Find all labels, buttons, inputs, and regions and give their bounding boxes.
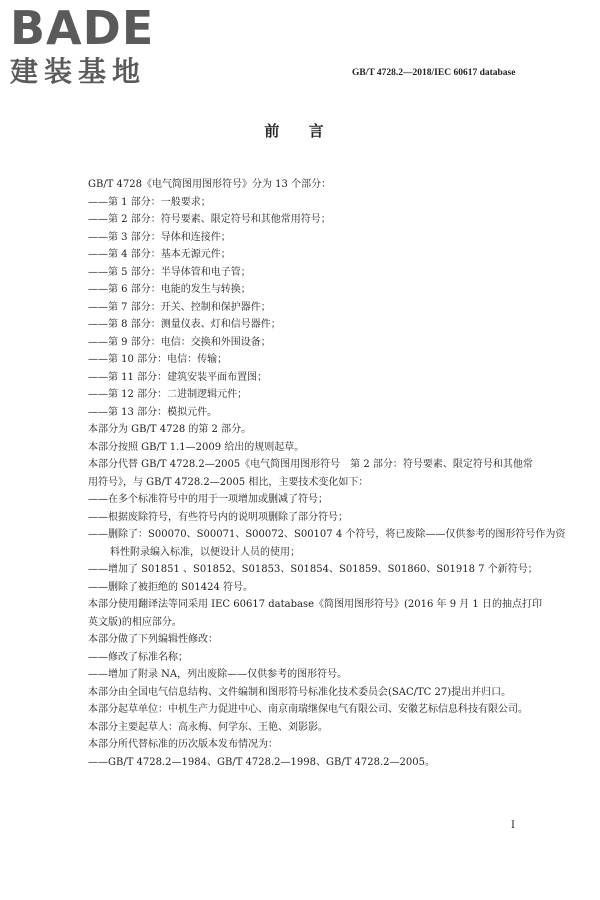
list-item: ——在多个标准符号中的用于一项增加或删减了符号； [88,494,328,505]
list-item: ——第 2 部分：符号要素、限定符号和其他常用符号； [88,214,331,225]
list-item: ——增加了 S01851 、S01852、S01853、S01854、S01859、S01860、S01918 7 个新符号； [88,564,538,575]
standard-code-header: GB/T 4728.2—2018/IEC 60617 database [352,68,516,78]
list-item: ——GB/T 4728.2—1984、GB/T 4728.2—1998、GB/T 4728.2—2005。 [88,756,435,768]
paragraph-line: 本部分由全国电气信息结构、文件编制和图形符号标准化技术委员会(SAC/TC 27)提出并归口。 [88,686,512,698]
bade-logo [10,1,180,88]
logo-latin-text: BADE [10,1,155,55]
list-item: ——第 6 部分：电能的发生与转换； [88,284,251,295]
list-item: ——第 9 部分：电信：交换和外围设备； [88,336,271,348]
list-item: ——第 11 部分：建筑安装平面布置图； [88,371,268,383]
paragraph-line: 本部分做了下列编辑性修改： [88,634,218,645]
list-item: ——删除了：S00070、S00071、S00072、S00107 4 个符号，将已废除——仅供参考的图形符号作为资 [88,529,566,540]
list-item: ——第 8 部分：测量仪表、灯和信号器件； [88,319,281,330]
paragraph-line: 本部分代替 GB/T 4728.2—2005《电气简图用图形符号 第 2 部分：符号要素、限定符号和其他常 [88,459,533,470]
list-item: ——第 5 部分：半导体管和电子管； [88,266,251,278]
paragraph-line: 本部分所代替标准的历次版本发布情况为： [88,739,278,750]
paragraph-continuation: 用符号》，与 GB/T 4728.2—2005 相比，主要技术变化如下： [88,476,369,488]
foreword-body [88,176,566,771]
list-item: ——根据废除符号，有些符号内的说明项删除了部分符号； [88,511,348,523]
list-item: ——第 1 部分：一般要求； [88,196,211,208]
paragraph-line: 本部分按照 GB/T 1.1—2009 给出的规则起草。 [88,441,305,453]
list-item: ——第 12 部分：二进制逻辑元件； [88,389,248,400]
list-item: ——第 4 部分：基本无源元件； [88,249,231,260]
page-title: 前 言 [264,122,336,140]
page-number: I [511,820,515,831]
list-item: ——删除了被拒绝的 S01424 符号。 [88,581,254,593]
paragraph-line: GB/T 4728《电气简图用图形符号》分为 13 个部分： [88,179,332,190]
paragraph-line: 本部分使用翻译法等同采用 IEC 60617 database《简图用图形符号》(2016 年 9 月 1 日的抽点打印 [88,599,542,610]
logo-chinese-text: 建装基地 [10,55,147,88]
list-item: ——第 13 部分：模拟元件。 [88,406,218,418]
list-item-continuation: 料性附录编入标准，以便设计人员的使用； [110,546,300,558]
list-item: ——第 7 部分：开关、控制和保护器件； [88,301,271,313]
list-item: ——修改了标准名称； [88,651,188,663]
paragraph-line: 本部分主要起草人：高永梅、何学东、王艳、刘影影。 [88,721,328,733]
list-item: ——增加了附录 NA，列出废除——仅供参考的图形符号。 [88,669,348,680]
paragraph-line: 本部分起草单位：中机生产力促进中心、南京南瑞继保电气有限公司、安徽艺标信息科技有限公司。 [88,704,528,715]
list-item: ——第 3 部分：导体和连接件； [88,231,231,243]
list-item: ——第 10 部分：电信：传输； [88,354,228,365]
paragraph-line: 本部分为 GB/T 4728 的第 2 部分。 [88,424,252,435]
paragraph-continuation: 英文版)的相应部分。 [88,616,182,628]
